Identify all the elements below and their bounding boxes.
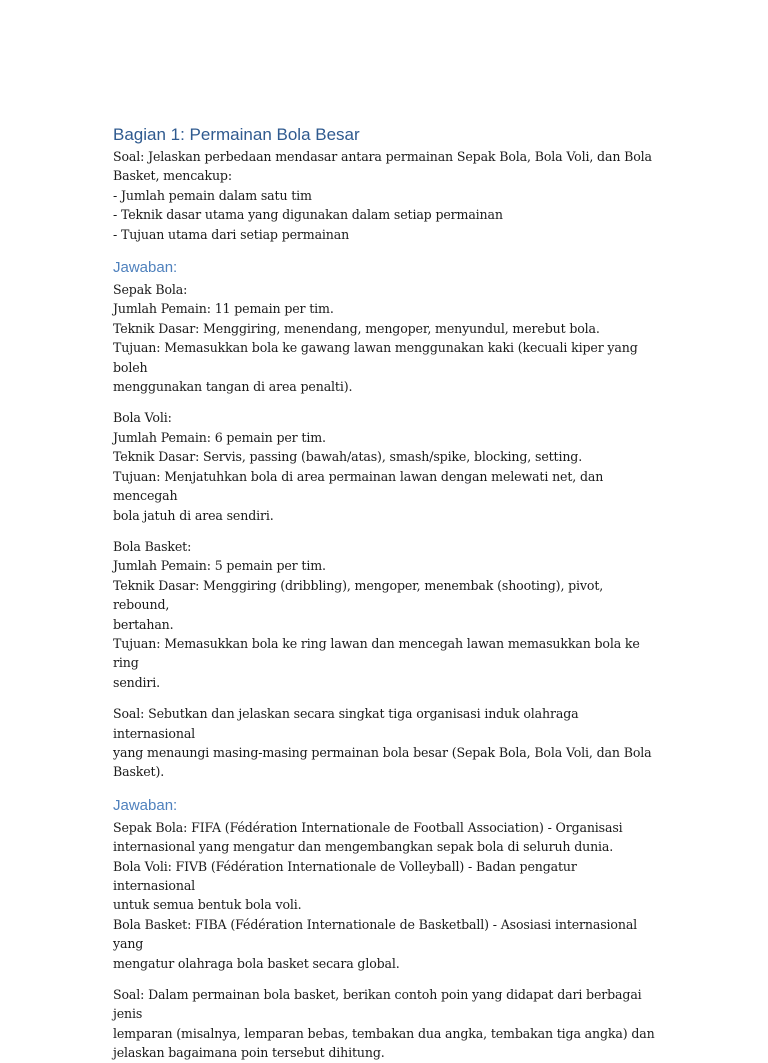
section-heading: Bagian 1: Permainan Bola Besar: [113, 125, 360, 144]
answer-line: Sepak Bola: FIFA (Fédération Internationale de Football Association) - Organisasi: [113, 819, 623, 835]
question-list-item: - Teknik dasar utama yang digunakan dalam setiap permainan: [113, 207, 503, 223]
question-1: [113, 147, 658, 244]
question-text: yang menaungi masing-masing permainan bola besar (Sepak Bola, Bola Voli, dan Bola: [113, 744, 652, 760]
answer-line: menggunakan tangan di area penalti).: [113, 379, 353, 395]
question-text: jelaskan bagaimana poin tersebut dihitung.: [113, 1045, 385, 1061]
answer-line: bertahan.: [113, 616, 174, 632]
answer-line: Bola Basket: FIBA (Fédération Internationale de Basketball) - Asosiasi internasional yang: [113, 916, 638, 952]
document-page: [113, 124, 658, 1063]
question-list-item: - Tujuan utama dari setiap permainan: [113, 226, 350, 242]
answer-line: Jumlah Pemain: 11 pemain per tim.: [113, 301, 334, 317]
answer-bola-voli: [113, 408, 658, 524]
answer-heading: Jawaban:: [113, 259, 178, 277]
question-text: lemparan (misalnya, lemparan bebas, tembakan dua angka, tembakan tiga angka) dan: [113, 1025, 655, 1041]
answer-subtitle: Bola Basket:: [113, 538, 192, 554]
answer-line: Tujuan: Menjatuhkan bola di area permainan lawan dengan melewati net, dan mencegah: [113, 468, 604, 504]
answer-heading: Jawaban:: [113, 796, 178, 814]
answer-line: Jumlah Pemain: 6 pemain per tim.: [113, 429, 326, 445]
answer-line: mengatur olahraga bola basket secara global.: [113, 955, 400, 971]
answer-line: Teknik Dasar: Servis, passing (bawah/atas), smash/spike, blocking, setting.: [113, 449, 583, 465]
question-text: Soal: Dalam permainan bola basket, berikan contoh poin yang didapat dari berbagai jenis: [113, 987, 642, 1022]
answer-sepak-bola: [113, 280, 658, 396]
answer-line: sendiri.: [113, 674, 160, 690]
answer-subtitle: Sepak Bola:: [113, 282, 188, 298]
answer-line: Tujuan: Memasukkan bola ke gawang lawan menggunakan kaki (kecuali kiper yang boleh: [113, 340, 638, 375]
question-text: Basket, mencakup:: [113, 168, 232, 184]
question-text: Basket).: [113, 764, 165, 780]
answer-bola-basket: [113, 537, 658, 692]
answer-line: internasional yang mengatur dan mengembangkan sepak bola di seluruh dunia.: [113, 839, 614, 855]
answer-line: Bola Voli: FIVB (Fédération Internationale de Volleyball) - Badan pengatur internasional: [113, 858, 577, 893]
question-text: Soal: Jelaskan perbedaan mendasar antara permainan Sepak Bola, Bola Voli, dan Bola: [113, 149, 652, 164]
answer-line: Teknik Dasar: Menggiring, menendang, mengoper, menyundul, merebut bola.: [113, 320, 600, 336]
question-2: [113, 704, 658, 782]
answer-line: Tujuan: Memasukkan bola ke ring lawan dan mencegah lawan memasukkan bola ke ring: [113, 635, 640, 671]
answer-organizations: [113, 818, 658, 973]
question-text: Soal: Sebutkan dan jelaskan secara singkat tiga organisasi induk olahraga internasional: [113, 706, 579, 741]
answer-line: bola jatuh di area sendiri.: [113, 507, 274, 523]
question-list-item: - Jumlah pemain dalam satu tim: [113, 187, 312, 203]
answer-line: Jumlah Pemain: 5 pemain per tim.: [113, 558, 326, 574]
answer-line: untuk semua bentuk bola voli.: [113, 897, 302, 913]
answer-line: Teknik Dasar: Menggiring (dribbling), mengoper, menembak (shooting), pivot, rebound,: [113, 577, 604, 613]
answer-subtitle: Bola Voli:: [113, 410, 172, 426]
